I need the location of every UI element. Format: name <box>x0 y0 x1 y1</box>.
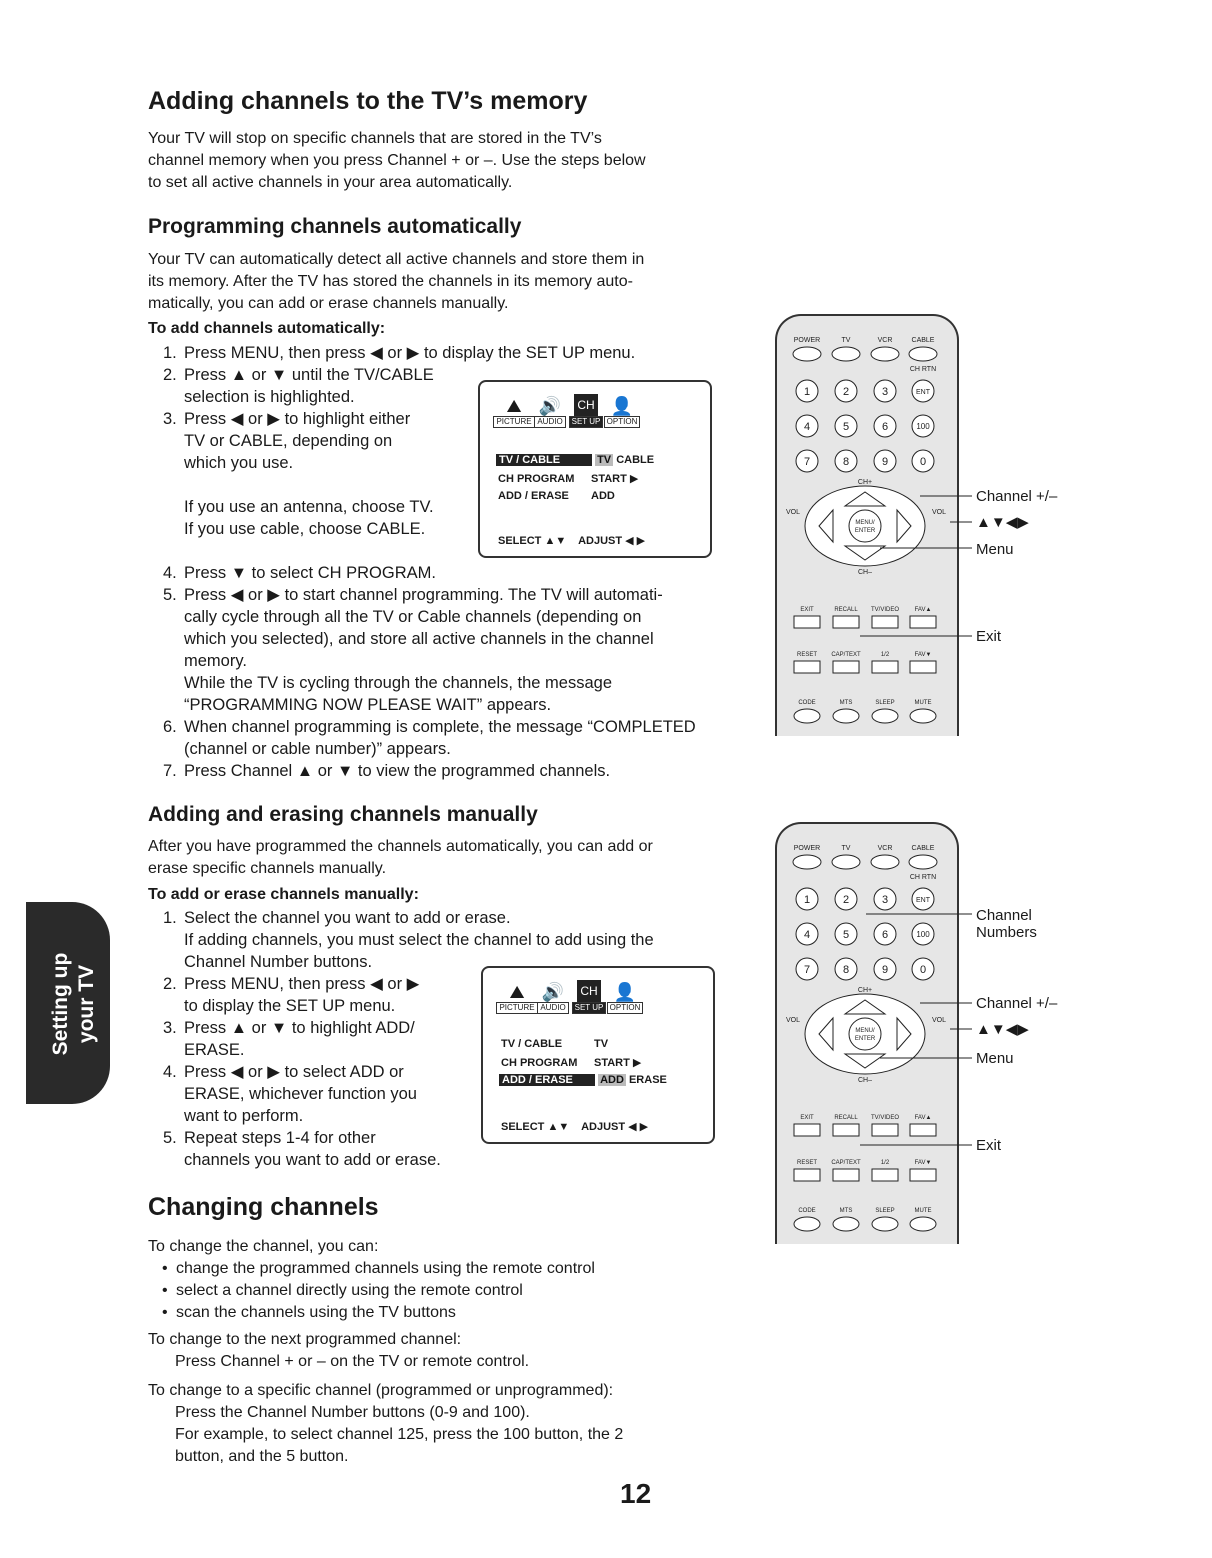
svg-text:9: 9 <box>881 456 889 468</box>
auto-para-line: Your TV can automatically detect all active channels and store them in <box>148 251 645 268</box>
manual-para-line: After you have programmed the channels automatically, you can add or <box>148 838 653 855</box>
svg-text:1: 1 <box>803 894 811 906</box>
label-ch-minus: CH– <box>857 569 873 576</box>
svg-text:CH–: CH– <box>857 1077 873 1084</box>
step-text: Press ▲ or ▼ until the TV/CABLE <box>184 366 434 384</box>
step-text: Press MENU, then press ◀ or ▶ to display the SET UP menu. <box>184 344 636 362</box>
svg-text:FAV▲: FAV▲ <box>914 607 932 613</box>
option-menu-icon: 👤 OPTION <box>607 980 643 1014</box>
svg-text:ENT: ENT <box>916 389 930 396</box>
step-text: Press ▼ to select CH PROGRAM. <box>184 564 436 582</box>
row-label: ADD / ERASE <box>499 1074 595 1086</box>
power-button[interactable] <box>793 347 821 361</box>
half-button[interactable] <box>872 661 898 673</box>
audio-menu-icon: 🔊 AUDIO <box>532 394 568 428</box>
footer-select-arrows: ▲▼ <box>544 535 567 547</box>
reset-button[interactable] <box>794 661 820 673</box>
step-text: Repeat steps 1-4 for other <box>184 1129 376 1147</box>
half-button[interactable] <box>872 1169 898 1181</box>
svg-text:8: 8 <box>842 964 850 976</box>
manual-para-line: erase specific channels manually. <box>148 860 387 877</box>
bullet-item: • change the programmed channels using the remote control <box>148 1258 748 1280</box>
step-text: channels you want to add or erase. <box>184 1151 441 1169</box>
step-4 <box>148 562 728 584</box>
setup-menu-icon: CH SET UP <box>568 394 604 428</box>
footer-adjust-arrows: ◀ ▶ <box>625 535 646 547</box>
svg-text:TV/VIDEO: TV/VIDEO <box>870 1115 900 1121</box>
step-text: (channel or cable number)” appears. <box>184 740 451 758</box>
picture-menu-icon: ⛰ PICTURE <box>499 980 535 1014</box>
label-vcr: VCR <box>877 337 893 344</box>
svg-text:VOL: VOL <box>931 1017 947 1024</box>
row-value: CABLE <box>616 454 655 466</box>
specific-body-line: Press the Channel Number buttons (0-9 and 100). <box>175 1404 530 1421</box>
callout-menu: Menu <box>976 1050 1014 1067</box>
svg-text:ENTER: ENTER <box>854 1036 876 1042</box>
label-power: POWER <box>793 337 821 344</box>
specific-body-line: For example, to select channel 125, press the 100 button, the 2 <box>175 1426 624 1443</box>
label-ch-rtn: CH RTN <box>909 366 937 373</box>
next-channel-body: Press Channel + or – on the TV or remote control. <box>175 1353 530 1370</box>
step-text: Press ◀ or ▶ to highlight either <box>184 410 411 428</box>
mts-button[interactable] <box>833 1217 859 1231</box>
svg-text:RECALL: RECALL <box>834 607 858 613</box>
fav-down-button[interactable] <box>910 661 936 673</box>
callout-channel-numbers: Channel Numbers <box>976 907 1037 941</box>
footer-select: SELECT <box>501 1121 545 1133</box>
svg-text:CODE: CODE <box>798 700 816 706</box>
step-number: 1. <box>163 344 177 362</box>
svg-text:VCR: VCR <box>877 845 893 852</box>
changing-intro: To change the channel, you can: <box>148 1238 379 1255</box>
code-button[interactable] <box>794 709 820 723</box>
svg-text:2: 2 <box>842 894 850 906</box>
step-number: 5. <box>163 1129 177 1147</box>
intro-line: channel memory when you press Channel + or –. Use the steps below <box>148 152 646 169</box>
step-text: Channel Number buttons. <box>184 953 373 971</box>
step-text: When channel programming is complete, the message “COMPLETED <box>184 718 696 736</box>
section-heading-changing: Changing channels <box>148 1193 379 1221</box>
menu-row-tv-cable <box>496 454 654 466</box>
step-text: want to perform. <box>184 1107 304 1125</box>
menu-tab-picture: PICTURE <box>493 416 534 428</box>
step-text: “PROGRAMMING NOW PLEASE WAIT” appears. <box>184 696 552 714</box>
page-number: 12 <box>620 1478 652 1509</box>
svg-text:RESET: RESET <box>796 1160 818 1166</box>
step-text: ERASE, whichever function you <box>184 1085 417 1103</box>
reset-button[interactable] <box>794 1169 820 1181</box>
step-text: Press Channel ▲ or ▼ to view the programmed channels. <box>184 762 611 780</box>
menu-row-ch-program <box>498 472 638 485</box>
svg-text:CODE: CODE <box>798 1208 816 1214</box>
svg-text:MTS: MTS <box>839 700 853 706</box>
vcr-button[interactable] <box>871 347 899 361</box>
setup-menu-icon: CH SET UP <box>571 980 607 1014</box>
row-label: TV / CABLE <box>501 1038 563 1050</box>
bullet-item: • select a channel directly using the remote control <box>148 1280 748 1302</box>
auto-para-line: its memory. After the TV has stored the channels in its memory auto- <box>148 273 633 290</box>
svg-text:SLEEP: SLEEP <box>875 700 895 706</box>
section-heading-auto: Programming channels automatically <box>148 215 522 238</box>
step-text: TV or CABLE, depending on <box>184 432 393 450</box>
step-text: While the TV is cycling through the channels, the message <box>184 674 613 692</box>
setup-menu-screen-1 <box>478 380 712 558</box>
callout-arrows: ▲▼◀▶ <box>976 1021 1029 1038</box>
svg-text:0: 0 <box>919 964 927 976</box>
menu-tab-setup: SET UP <box>569 416 604 428</box>
svg-text:8: 8 <box>842 456 850 468</box>
svg-text:RECALL: RECALL <box>834 1115 858 1121</box>
manual-step-1 <box>148 907 728 973</box>
footer-adjust: ADJUST <box>581 1121 626 1133</box>
tv-button[interactable] <box>832 855 860 869</box>
menu-tab-setup: SET UP <box>572 1002 607 1014</box>
step-text: If you use cable, choose CABLE. <box>184 520 426 538</box>
svg-text:TV/VIDEO: TV/VIDEO <box>870 607 900 613</box>
menu-row-tv-cable <box>501 1038 608 1050</box>
next-channel-title: To change to the next programmed channel: <box>148 1331 462 1348</box>
cap-text-button[interactable] <box>833 661 859 673</box>
row-value-highlight: TV <box>597 454 612 466</box>
svg-text:POWER: POWER <box>793 845 821 852</box>
step-number: 3. <box>163 410 177 428</box>
section-tab-label: Setting up your TV <box>49 952 98 1056</box>
sleep-button[interactable] <box>872 1217 898 1231</box>
svg-text:1/2: 1/2 <box>880 652 890 658</box>
svg-text:MENU/: MENU/ <box>855 520 875 526</box>
svg-text:SLEEP: SLEEP <box>875 1208 895 1214</box>
row-value: START ▶ <box>594 1057 642 1069</box>
svg-text:5: 5 <box>842 929 850 941</box>
label-vol-right: VOL <box>931 509 947 516</box>
page-title: Adding channels to the TV’s memory <box>148 87 588 115</box>
svg-text:EXIT: EXIT <box>800 607 814 613</box>
step-number: 6. <box>163 718 177 736</box>
row-label: TV / CABLE <box>496 454 592 466</box>
svg-text:CAP/TEXT: CAP/TEXT <box>831 652 861 658</box>
step-number: 7. <box>163 762 177 780</box>
remote-2-callout-lines <box>857 900 975 1150</box>
cap-text-button[interactable] <box>833 1169 859 1181</box>
row-value: ERASE <box>628 1074 667 1086</box>
menu-tab-audio: AUDIO <box>534 416 565 428</box>
exit-button[interactable] <box>794 616 820 628</box>
row-value: START ▶ <box>591 473 639 485</box>
svg-text:VOL: VOL <box>785 1017 801 1024</box>
label-cable: CABLE <box>911 337 935 344</box>
mute-button[interactable] <box>910 1217 936 1231</box>
svg-text:7: 7 <box>803 964 811 976</box>
svg-text:ENT: ENT <box>916 897 930 904</box>
recall-button[interactable] <box>833 1124 859 1136</box>
footer-adjust: ADJUST <box>578 535 623 547</box>
svg-text:5: 5 <box>842 421 850 433</box>
menu-row-ch-program <box>501 1056 641 1069</box>
changing-bullets <box>148 1258 748 1324</box>
svg-text:RESET: RESET <box>796 652 818 658</box>
svg-text:TV: TV <box>841 845 851 852</box>
step-text: Press ▲ or ▼ to highlight ADD/ <box>184 1019 415 1037</box>
svg-text:4: 4 <box>803 421 811 433</box>
step-text: which you selected), and store all active channels in the channel <box>184 630 654 648</box>
setup-menu-screen-2 <box>481 966 715 1144</box>
picture-menu-icon: ⛰ PICTURE <box>496 394 532 428</box>
menu-footer <box>498 534 645 547</box>
row-value-highlight: ADD <box>600 1074 624 1086</box>
label-vol-left: VOL <box>785 509 801 516</box>
step-text: memory. <box>184 652 247 670</box>
code-button[interactable] <box>794 1217 820 1231</box>
footer-select-arrows: ▲▼ <box>547 1121 570 1133</box>
svg-text:EXIT: EXIT <box>800 1115 814 1121</box>
step-number: 1. <box>163 909 177 927</box>
specific-channel-title: To change to a specific channel (programmed or unprogrammed): <box>148 1382 614 1399</box>
menu-footer <box>501 1120 648 1133</box>
intro-line: to set all active channels in your area automatically. <box>148 174 513 191</box>
mts-button[interactable] <box>833 709 859 723</box>
step-number: 5. <box>163 586 177 604</box>
svg-text:FAV▲: FAV▲ <box>914 1115 932 1121</box>
menu-row-add-erase <box>498 490 615 502</box>
step-text: selection is highlighted. <box>184 388 355 406</box>
svg-text:FAV▼: FAV▼ <box>914 652 932 658</box>
svg-text:3: 3 <box>881 894 889 906</box>
step-number: 2. <box>163 975 177 993</box>
footer-select: SELECT <box>498 535 542 547</box>
svg-text:CAP/TEXT: CAP/TEXT <box>831 1160 861 1166</box>
svg-text:7: 7 <box>803 456 811 468</box>
specific-channel-body <box>175 1402 735 1468</box>
svg-text:MTS: MTS <box>839 1208 853 1214</box>
step-1 <box>148 342 728 364</box>
menu-tab-audio: AUDIO <box>537 1002 568 1014</box>
svg-text:CH RTN: CH RTN <box>909 874 937 881</box>
menu-tab-option: OPTION <box>607 1002 644 1014</box>
cable-button[interactable] <box>909 855 937 869</box>
svg-text:MENU/: MENU/ <box>855 1028 875 1034</box>
bullet-item: • scan the channels using the TV buttons <box>148 1302 748 1324</box>
svg-text:2: 2 <box>842 386 850 398</box>
svg-text:9: 9 <box>881 964 889 976</box>
specific-body-line: button, and the 5 button. <box>175 1448 349 1465</box>
svg-text:0: 0 <box>919 456 927 468</box>
label-tv: TV <box>841 337 851 344</box>
step-text: Press MENU, then press ◀ or ▶ <box>184 975 420 993</box>
intro-paragraph <box>148 128 748 194</box>
cable-button[interactable] <box>909 347 937 361</box>
menu-tab-picture: PICTURE <box>496 1002 537 1014</box>
menu-icon-bar <box>499 980 643 1014</box>
row-value: TV <box>594 1038 609 1050</box>
step-number: 4. <box>163 564 177 582</box>
svg-text:ENTER: ENTER <box>854 528 876 534</box>
callout-menu: Menu <box>976 541 1014 558</box>
menu-icon-bar <box>496 394 640 428</box>
footer-adjust-arrows: ◀ ▶ <box>628 1121 649 1133</box>
row-label: CH PROGRAM <box>498 473 575 485</box>
svg-text:6: 6 <box>881 929 889 941</box>
svg-text:4: 4 <box>803 929 811 941</box>
svg-text:100: 100 <box>916 930 930 939</box>
sleep-button[interactable] <box>872 709 898 723</box>
callout-channel: Channel +/– <box>976 995 1058 1012</box>
row-label: CH PROGRAM <box>501 1057 578 1069</box>
step-number: 3. <box>163 1019 177 1037</box>
power-button[interactable] <box>793 855 821 869</box>
label-ch-plus: CH+ <box>857 479 873 486</box>
callout-exit: Exit <box>976 1137 1002 1154</box>
svg-text:MUTE: MUTE <box>914 1208 932 1214</box>
audio-menu-icon: 🔊 AUDIO <box>535 980 571 1014</box>
row-value: ADD <box>591 490 615 502</box>
step-text: ERASE. <box>184 1041 245 1059</box>
remote-1-callout-lines <box>857 479 975 650</box>
step-6 <box>148 716 728 760</box>
auto-paragraph <box>148 249 748 315</box>
recall-button[interactable] <box>833 616 859 628</box>
step-text: to display the SET UP menu. <box>184 997 396 1015</box>
menu-row-add-erase <box>499 1074 667 1086</box>
fav-down-button[interactable] <box>910 1169 936 1181</box>
menu-tab-option: OPTION <box>604 416 641 428</box>
svg-text:CABLE: CABLE <box>911 845 935 852</box>
svg-text:100: 100 <box>916 422 930 431</box>
callout-arrows: ▲▼◀▶ <box>976 514 1029 531</box>
svg-text:1: 1 <box>803 386 811 398</box>
step-7 <box>148 760 728 782</box>
svg-text:FAV▼: FAV▼ <box>914 1160 932 1166</box>
auto-para-line: matically, you can add or erase channels manually. <box>148 295 509 312</box>
option-menu-icon: 👤 OPTION <box>604 394 640 428</box>
svg-text:3: 3 <box>881 386 889 398</box>
auto-subheading: To add channels automatically: <box>148 320 386 337</box>
svg-text:6: 6 <box>881 421 889 433</box>
manual-subheading: To add or erase channels manually: <box>148 886 419 903</box>
vcr-button[interactable] <box>871 855 899 869</box>
step-text: Press ◀ or ▶ to select ADD or <box>184 1063 404 1081</box>
mute-button[interactable] <box>910 709 936 723</box>
exit-button[interactable] <box>794 1124 820 1136</box>
step-text: If adding channels, you must select the channel to add using the <box>184 931 654 949</box>
section-heading-manual: Adding and erasing channels manually <box>148 803 538 826</box>
manual-paragraph <box>148 836 748 880</box>
step-5 <box>148 584 728 716</box>
step-text: If you use an antenna, choose TV. <box>184 498 434 516</box>
callout-exit: Exit <box>976 628 1002 645</box>
svg-text:1/2: 1/2 <box>880 1160 890 1166</box>
step-text: cally cycle through all the TV or Cable channels (depending on <box>184 608 642 626</box>
svg-text:MUTE: MUTE <box>914 700 932 706</box>
callout-channel: Channel +/– <box>976 488 1058 505</box>
step-text: Select the channel you want to add or erase. <box>184 909 511 927</box>
tv-button[interactable] <box>832 347 860 361</box>
step-text: Press ◀ or ▶ to start channel programming. The TV will automati- <box>184 586 663 604</box>
intro-line: Your TV will stop on specific channels that are stored in the TV’s <box>148 130 602 147</box>
row-label: ADD / ERASE <box>498 490 569 502</box>
step-text: which you use. <box>184 454 294 472</box>
svg-text:CH+: CH+ <box>857 987 873 994</box>
step-number: 2. <box>163 366 177 384</box>
step-number: 4. <box>163 1063 177 1081</box>
